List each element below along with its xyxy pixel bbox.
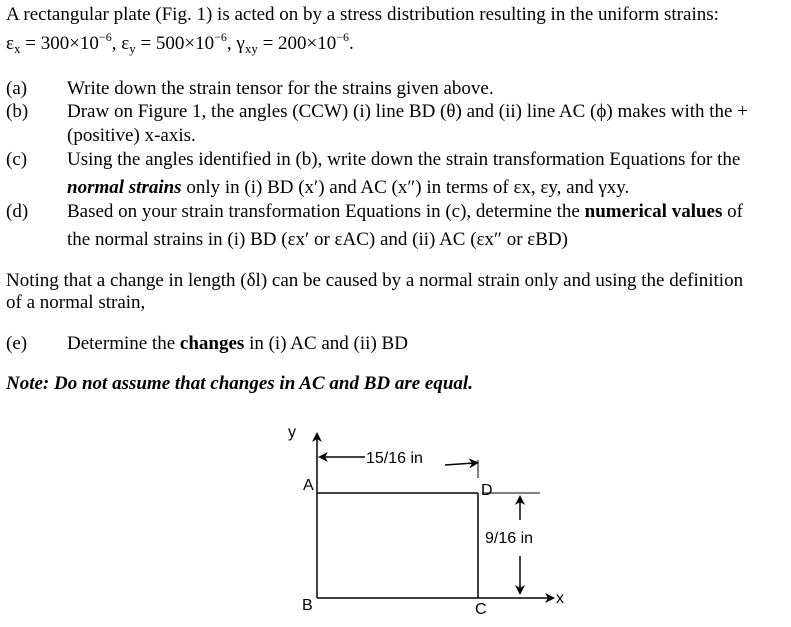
question-c-label: (c): [6, 149, 28, 170]
question-e-text: Determine the changes in (i) AC and (ii) BD: [67, 333, 408, 354]
noting-line-1: Noting that a change in length (δl) can be caused by a normal strain only and using the definition: [6, 270, 744, 291]
y-axis-label: y: [288, 424, 296, 441]
question-a-text: Write down the strain tensor for the strains given above.: [67, 78, 494, 99]
question-c-text-2: normal strains only in (i) BD (x′) and AC (x″) in terms of εx, εy, and γxy.: [67, 177, 630, 198]
corner-d-label: D: [481, 482, 493, 499]
question-d-text-2: the normal strains in (i) BD (εx′ or εAC) and (ii) AC (εx″ or εBD): [67, 229, 568, 250]
question-a-label: (a): [6, 78, 28, 99]
corner-a-label: A: [303, 477, 314, 494]
note-text: Note: Do not assume that changes in AC and BD are equal.: [6, 373, 473, 394]
question-d-label: (d): [6, 201, 29, 222]
question-d-text-1: Based on your strain transformation Equations in (c), determine the numerical values of: [67, 201, 743, 222]
width-dimension-label: 15/16 in: [366, 450, 423, 467]
intro-line-1: A rectangular plate (Fig. 1) is acted on by a stress distribution resulting in the uniform strains:: [6, 4, 719, 25]
noting-line-2: of a normal strain,: [6, 292, 146, 313]
width-dimension-right-arrow: [445, 463, 474, 465]
question-b-text-1: Draw on Figure 1, the angles (CCW) (i) line BD (θ) and (ii) line AC (ϕ) makes with the +: [67, 101, 748, 122]
strain-values-equation: $\varepsilon_x = 300\times 10^{-6}$, $\varepsilon_y = 500\times 10^{-6}$, $\gamma_{xy} = 200\times 10^{-6}$.: [6, 30, 354, 56]
height-dimension-label: 9/16 in: [485, 530, 534, 547]
question-b-text-2: (positive) x-axis.: [67, 125, 196, 146]
corner-c-label: C: [475, 601, 487, 618]
question-e-label: (e): [6, 333, 28, 354]
question-c-text-1: Using the angles identified in (b), write down the strain transformation Equations for the: [67, 149, 741, 170]
corner-b-label: B: [302, 597, 313, 614]
question-b-label: (b): [6, 101, 29, 122]
x-axis-label: x: [556, 590, 564, 607]
